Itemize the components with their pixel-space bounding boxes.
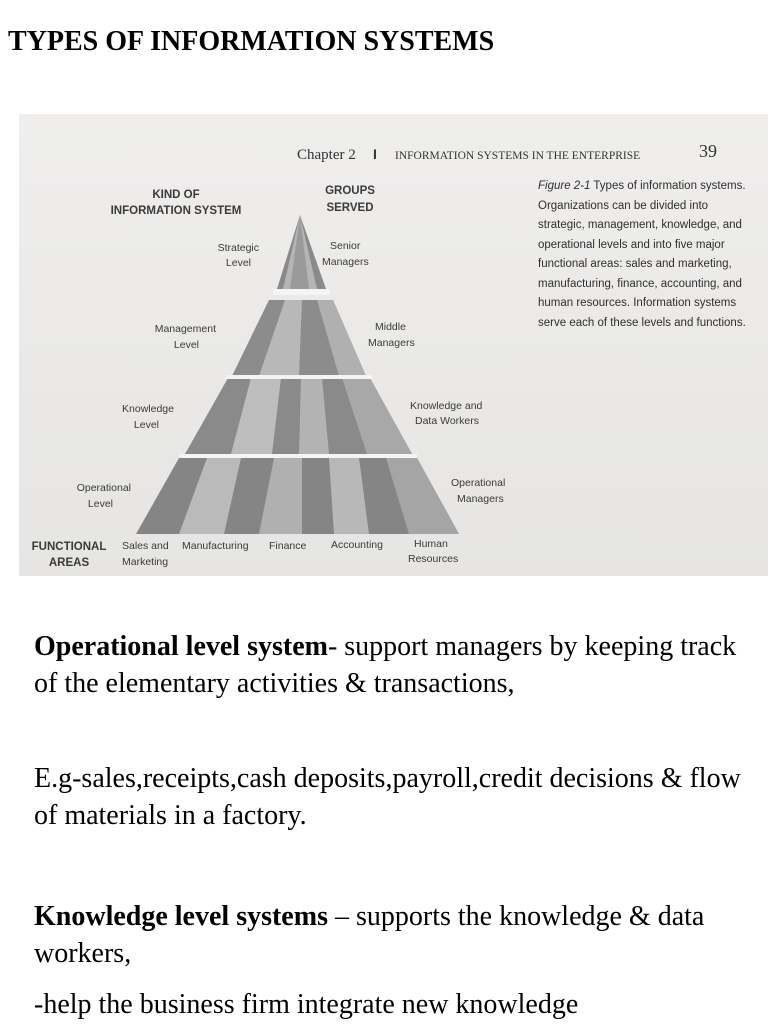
management-level-label-2: Level xyxy=(173,339,199,351)
figure-caption xyxy=(538,177,748,333)
knowledge-paragraph xyxy=(34,898,754,972)
area-finance: Finance xyxy=(269,540,307,552)
functional-areas-label: FUNCTIONAL xyxy=(31,541,107,553)
figure-header-separator: I xyxy=(373,146,377,162)
groups-heading: GROUPS xyxy=(325,185,375,197)
knowledge-heading: Knowledge level systems xyxy=(34,901,328,932)
served-heading: SERVED xyxy=(326,202,374,214)
operational-paragraph xyxy=(34,628,754,702)
information-system-heading: INFORMATION SYSTEM xyxy=(110,205,242,217)
operational-level-label-2: Level xyxy=(87,498,113,510)
knowledge-workers-label: Knowledge and xyxy=(410,400,483,412)
figure-header-chapter: Chapter 2 xyxy=(297,147,356,163)
operational-managers-label: Operational xyxy=(451,477,506,489)
middle-managers-label: Middle xyxy=(375,321,406,333)
figure-caption-text: Types of information systems. Organizations can be divided into strategic, management, knowledge, and operational levels and into five major functional areas: sales and marketing, manufacturing, finance, accounting, and human resources. Information systems serve each of these levels and functions. xyxy=(538,180,746,329)
knowledge-level-label-2: Level xyxy=(133,419,159,431)
operational-heading: Operational level system xyxy=(34,631,328,662)
middle-managers-label-2: Managers xyxy=(368,337,415,349)
functional-areas-label-2: AREAS xyxy=(48,557,90,569)
figure-header-section: INFORMATION SYSTEMS IN THE ENTERPRISE xyxy=(395,150,641,162)
operational-description: - support managers by keeping track of the elementary activities & transactions, xyxy=(34,631,737,699)
management-level-label: Management xyxy=(154,323,216,335)
page-title: TYPES OF INFORMATION SYSTEMS xyxy=(8,26,495,57)
operational-level-label: Operational xyxy=(76,482,131,494)
senior-managers-label-2: Managers xyxy=(322,256,369,268)
strategic-level-label: Strategic xyxy=(217,242,259,254)
operational-example: E.g-sales,receipts,cash deposits,payroll,credit decisions & flow of materials in a factory. xyxy=(34,763,741,831)
area-human-resources-2: Resources xyxy=(408,553,459,565)
operational-managers-label-2: Managers xyxy=(457,493,504,505)
area-sales-marketing: Sales and xyxy=(122,540,169,552)
pyramid-figure xyxy=(19,114,768,576)
area-sales-marketing-2: Marketing xyxy=(122,556,169,568)
figure-number: Figure 2-1 xyxy=(538,180,591,192)
strategic-level-label-2: Level xyxy=(225,257,251,269)
figure-page-number: 39 xyxy=(699,141,717,161)
kind-of-heading: KIND OF xyxy=(152,189,200,201)
area-manufacturing: Manufacturing xyxy=(182,540,249,552)
knowledge-detail: -help the business firm integrate new knowledge xyxy=(34,989,579,1020)
knowledge-level-label: Knowledge xyxy=(122,403,174,415)
knowledge-workers-label-2: Data Workers xyxy=(415,415,479,427)
area-accounting: Accounting xyxy=(331,539,383,551)
knowledge-description: – supports the knowledge & data workers, xyxy=(34,901,705,969)
area-human-resources: Human xyxy=(414,538,448,550)
senior-managers-label: Senior xyxy=(330,240,361,252)
